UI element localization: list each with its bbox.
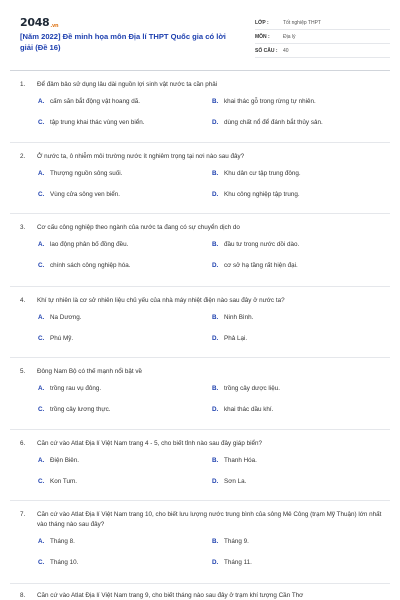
option-letter: B. bbox=[212, 170, 219, 177]
meta-label: MÔN : bbox=[255, 33, 270, 40]
option-d[interactable] bbox=[212, 559, 387, 566]
option-letter: A. bbox=[38, 457, 45, 464]
question-number: 2. bbox=[20, 153, 26, 160]
answer-options bbox=[38, 98, 382, 134]
answer-options bbox=[38, 385, 382, 421]
option-letter: D. bbox=[212, 191, 219, 198]
option-letter: D. bbox=[212, 559, 219, 566]
option-b[interactable] bbox=[212, 98, 387, 105]
option-b[interactable] bbox=[212, 538, 387, 545]
option-b[interactable] bbox=[212, 457, 387, 464]
option-text: Sơn La. bbox=[224, 478, 247, 485]
option-text: cơ sở hạ tầng rất hiện đại. bbox=[224, 262, 298, 269]
option-text: Điện Biên. bbox=[50, 457, 80, 464]
question-stem bbox=[20, 367, 382, 377]
option-letter: A. bbox=[38, 314, 45, 321]
option-a[interactable] bbox=[38, 98, 213, 105]
option-letter: D. bbox=[212, 335, 219, 342]
option-d[interactable] bbox=[212, 406, 387, 413]
logo-suffix: .vn bbox=[50, 23, 59, 29]
option-text: trồng rau vụ đông. bbox=[50, 385, 102, 392]
answer-options bbox=[38, 241, 382, 277]
option-letter: B. bbox=[212, 241, 219, 248]
question-stem bbox=[20, 591, 382, 600]
option-text: lao động phân bố đồng đều. bbox=[50, 241, 129, 248]
meta-label: LỚP : bbox=[255, 19, 269, 26]
option-c[interactable] bbox=[38, 119, 213, 126]
option-c[interactable] bbox=[38, 335, 213, 342]
question-text: Để đảm bảo sử dụng lâu dài nguồn lợi sinh vật nước ta cần phải bbox=[37, 81, 218, 88]
question-number: 5. bbox=[20, 368, 26, 375]
question-text: Căn cứ vào Atlat Địa lí Việt Nam trang 9, cho biết tháng nào sau đây ở trạm khí tượng Cần Thơ bbox=[37, 592, 304, 599]
option-letter: B. bbox=[212, 98, 219, 105]
question-number: 4. bbox=[20, 297, 26, 304]
question-stem bbox=[20, 296, 382, 306]
option-b[interactable] bbox=[212, 241, 387, 248]
option-text: trồng cây lương thực. bbox=[50, 406, 111, 413]
option-text: Thanh Hóa. bbox=[224, 457, 257, 464]
option-text: Ninh Bình. bbox=[224, 314, 254, 321]
option-letter: A. bbox=[38, 538, 45, 545]
question-number: 7. bbox=[20, 511, 26, 518]
question-number: 1. bbox=[20, 81, 26, 88]
question-divider bbox=[10, 286, 390, 287]
meta-row-subject bbox=[255, 30, 390, 44]
header-divider bbox=[10, 70, 390, 71]
option-a[interactable] bbox=[38, 385, 213, 392]
option-text: Kon Tum. bbox=[50, 478, 77, 485]
option-text: Phú Mỹ. bbox=[50, 335, 74, 342]
option-letter: C. bbox=[38, 559, 45, 566]
option-letter: A. bbox=[38, 170, 45, 177]
meta-label: SỐ CÂU : bbox=[255, 47, 278, 54]
option-text: Vùng cửa sông ven biển. bbox=[50, 191, 121, 198]
option-text: Tháng 8. bbox=[50, 538, 75, 545]
meta-value: Địa lý bbox=[283, 33, 296, 40]
option-letter: A. bbox=[38, 98, 45, 105]
option-text: khai thác gỗ trong rừng tự nhiên. bbox=[224, 98, 316, 105]
option-letter: D. bbox=[212, 406, 219, 413]
option-a[interactable] bbox=[38, 241, 213, 248]
question-text: Khí tự nhiên là cơ sở nhiên liệu chủ yếu của nhà máy nhiệt điện nào sau đây ở nước ta? bbox=[37, 297, 285, 304]
option-letter: D. bbox=[212, 262, 219, 269]
question-5 bbox=[20, 367, 382, 421]
option-text: Na Dương. bbox=[50, 314, 82, 321]
option-a[interactable] bbox=[38, 538, 213, 545]
option-d[interactable] bbox=[212, 191, 387, 198]
option-d[interactable] bbox=[212, 262, 387, 269]
option-c[interactable] bbox=[38, 559, 213, 566]
option-c[interactable] bbox=[38, 191, 213, 198]
option-text: cấm săn bắt động vật hoang dã. bbox=[50, 98, 140, 105]
meta-value: 40 bbox=[283, 47, 289, 54]
option-letter: C. bbox=[38, 119, 45, 126]
question-2 bbox=[20, 152, 382, 206]
option-d[interactable] bbox=[212, 335, 387, 342]
option-letter: B. bbox=[212, 538, 219, 545]
question-text: Đông Nam Bộ có thế mạnh nổi bật về bbox=[37, 368, 143, 375]
question-stem bbox=[20, 152, 382, 162]
option-letter: A. bbox=[38, 241, 45, 248]
option-text: tập trung khai thác vùng ven biển. bbox=[50, 119, 145, 126]
option-letter: B. bbox=[212, 385, 219, 392]
question-number: 8. bbox=[20, 592, 26, 599]
question-divider bbox=[10, 429, 390, 430]
option-letter: C. bbox=[38, 262, 45, 269]
option-letter: C. bbox=[38, 191, 45, 198]
question-number: 6. bbox=[20, 440, 26, 447]
question-number: 3. bbox=[20, 224, 26, 231]
option-text: trồng cây dược liệu. bbox=[224, 385, 280, 392]
question-7 bbox=[20, 510, 382, 574]
option-letter: B. bbox=[212, 314, 219, 321]
answer-options bbox=[38, 314, 382, 350]
document-title: [Năm 2022] Đề minh họa môn Địa lí THPT Quốc gia có lời giải (Đề 16) bbox=[20, 32, 226, 52]
option-letter: C. bbox=[38, 335, 45, 342]
question-text: Căn cứ vào Atlat Địa lí Việt Nam trang 4 - 5, cho biết tỉnh nào sau đây giáp biển? bbox=[37, 440, 262, 447]
site-logo[interactable] bbox=[20, 16, 58, 29]
option-text: dùng chất nổ để đánh bắt thủy sản. bbox=[224, 119, 323, 126]
question-text: Cơ cấu công nghiệp theo ngành của nước ta đang có sự chuyển dịch do bbox=[37, 224, 240, 231]
question-3 bbox=[20, 223, 382, 277]
option-text: Khu dân cư tập trung đông. bbox=[224, 170, 301, 177]
question-divider bbox=[10, 213, 390, 214]
question-6 bbox=[20, 439, 382, 493]
question-divider bbox=[10, 500, 390, 501]
question-stem bbox=[20, 80, 382, 90]
document-header bbox=[0, 0, 400, 74]
option-d[interactable] bbox=[212, 478, 387, 485]
option-text: khai thác dầu khí. bbox=[224, 406, 274, 413]
option-letter: D. bbox=[212, 119, 219, 126]
question-stem bbox=[20, 223, 382, 233]
option-c[interactable] bbox=[38, 262, 213, 269]
option-c[interactable] bbox=[38, 478, 213, 485]
option-text: chính sách công nghiệp hóa. bbox=[50, 262, 131, 269]
option-letter: B. bbox=[212, 457, 219, 464]
answer-options bbox=[38, 170, 382, 206]
option-letter: C. bbox=[38, 478, 45, 485]
question-8 bbox=[20, 591, 382, 600]
option-a[interactable] bbox=[38, 170, 213, 177]
option-text: Tháng 9. bbox=[224, 538, 249, 545]
question-1 bbox=[20, 80, 382, 134]
question-divider bbox=[10, 583, 390, 584]
question-text: Ở nước ta, ô nhiễm môi trường nước ít nghiêm trọng tại nơi nào sau đây? bbox=[37, 153, 245, 160]
option-d[interactable] bbox=[212, 119, 387, 126]
meta-value: Tốt nghiệp THPT bbox=[283, 19, 321, 26]
option-a[interactable] bbox=[38, 314, 213, 321]
document-meta bbox=[255, 16, 390, 58]
option-letter: C. bbox=[38, 406, 45, 413]
option-a[interactable] bbox=[38, 457, 213, 464]
option-letter: D. bbox=[212, 478, 219, 485]
question-text: Căn cứ vào Atlat Địa lí Việt Nam trang 10, cho biết lưu lượng nước trung bình của sông Mê Công (trạm Mỹ Thuận) lớn nhất vào tháng nào sau đây? bbox=[37, 511, 382, 528]
question-4 bbox=[20, 296, 382, 350]
option-text: đầu tư trong nước dồi dào. bbox=[224, 241, 300, 248]
option-b[interactable] bbox=[212, 385, 387, 392]
answer-options bbox=[38, 457, 382, 493]
option-text: Tháng 11. bbox=[224, 559, 252, 566]
question-divider bbox=[10, 357, 390, 358]
meta-row-class bbox=[255, 16, 390, 30]
answer-options bbox=[38, 538, 382, 574]
option-letter: A. bbox=[38, 385, 45, 392]
option-b[interactable] bbox=[212, 314, 387, 321]
option-text: Thượng nguồn sông suối. bbox=[50, 170, 123, 177]
question-stem bbox=[20, 510, 382, 530]
question-divider bbox=[10, 142, 390, 143]
logo-text: 2048 bbox=[20, 16, 50, 29]
option-text: Khu công nghiệp tập trung. bbox=[224, 191, 300, 198]
question-stem bbox=[20, 439, 382, 449]
option-c[interactable] bbox=[38, 406, 213, 413]
option-text: Tháng 10. bbox=[50, 559, 79, 566]
meta-row-question-count bbox=[255, 44, 390, 58]
option-text: Phả Lại. bbox=[224, 335, 248, 342]
option-b[interactable] bbox=[212, 170, 387, 177]
